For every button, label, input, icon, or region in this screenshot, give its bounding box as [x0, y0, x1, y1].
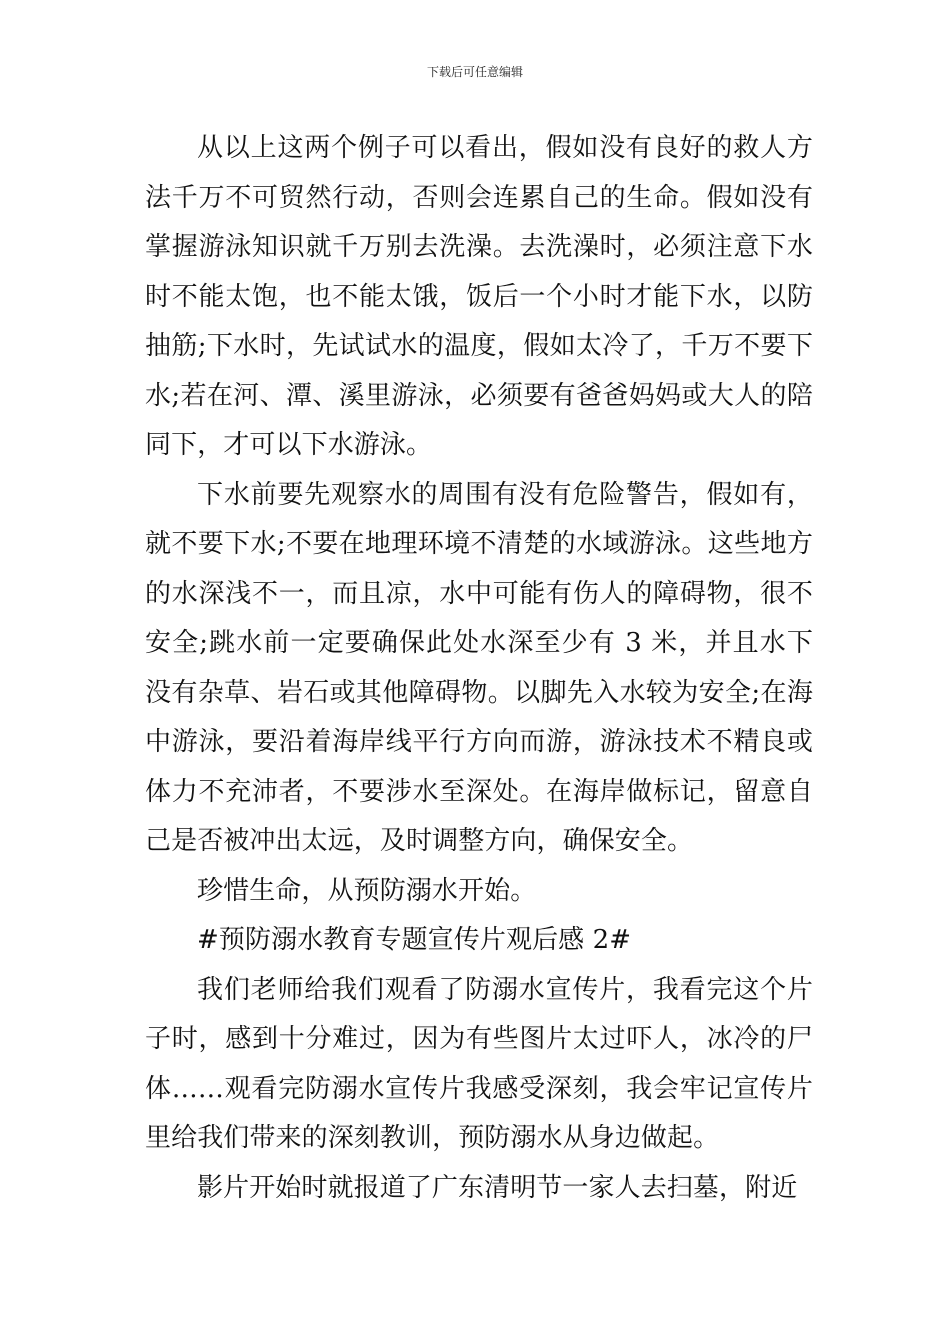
paragraph: 从以上这两个例子可以看出，假如没有良好的救人方法千万不可贸然行动，否则会连累自己的生命。假如没有掌握游泳知识就千万别去洗澡。去洗澡时，必须注意下水时不能太饱，也不能太饿，饭后一个小时才能下水，以防抽筋;下水时，先试试水的温度，假如太冷了，千万不要下水;若在河、潭、溪里游泳，必须要有爸爸妈妈或大人的陪同下，才可以下水游泳。 — [145, 133, 813, 460]
paragraph: 影片开始时就报道了广东清明节一家人去扫墓，附近 — [197, 1172, 798, 1203]
document-body — [145, 124, 813, 1213]
paragraph: 下水前要先观察水的周围有没有危险警告，假如有，就不要下水;不要在地理环境不清楚的水域游泳。这些地方的水深浅不一，而且凉，水中可能有伤人的障碍物，很不安全;跳水前一定要确保此处水深至少有 3 米，并且水下没有杂草、岩石或其他障碍物。以脚先入水较为安全;在海中游泳，要沿着海岸线平行方向而游，游泳技术不精良或体力不充沛者，不要涉水至深处。在海岸做标记，留意自己是否被冲出太远，及时调整方向，确保安全。 — [145, 479, 813, 856]
page-header: 下载后可任意编辑 — [426, 65, 523, 79]
section-heading: #预防溺水教育专题宣传片观后感 2# — [197, 925, 632, 955]
paragraph: 珍惜生命，从预防溺水开始。 — [197, 875, 537, 906]
paragraph: 我们老师给我们观看了防溺水宣传片，我看完这个片子时，感到十分难过，因为有些图片太过吓人，冰冷的尸体……观看完防溺水宣传片我感受深刻，我会牢记宣传片里给我们带来的深刻教训，预防溺水从身边做起。 — [145, 974, 813, 1153]
